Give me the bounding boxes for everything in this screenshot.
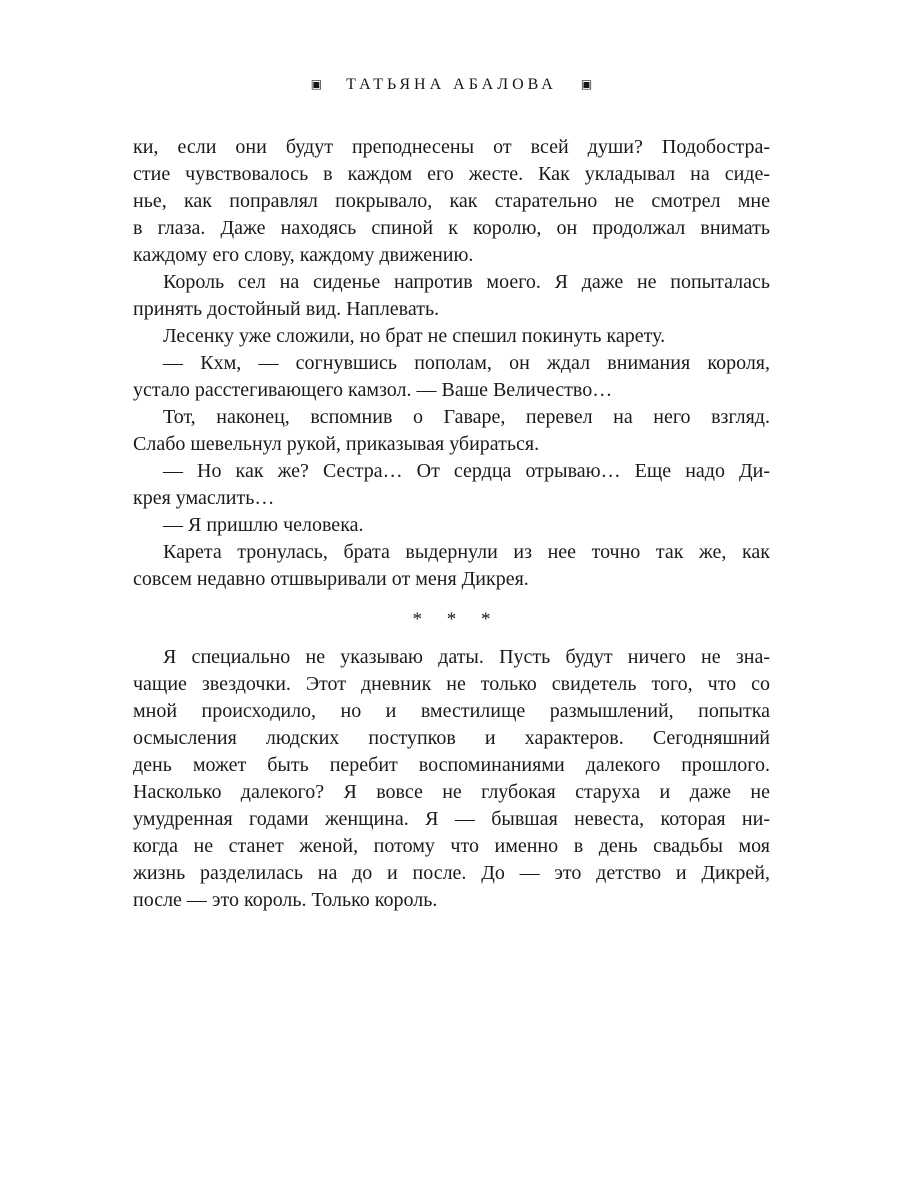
text-line: — Но как же? Сестра… От сердца отрываю… Еще надо Ди- — [163, 460, 770, 482]
text-line: Лесенку уже сложили, но брат не спешил покинуть карету. — [163, 325, 666, 347]
running-head-author: ТАТЬЯНА АБАЛОВА — [346, 76, 557, 93]
text-line: крея умаслить… — [133, 487, 275, 509]
text-body — [133, 134, 770, 914]
text-line: — Я пришлю человека. — [163, 514, 364, 536]
text-line: принять достойный вид. Наплевать. — [133, 298, 440, 320]
paragraph — [133, 539, 770, 593]
header-ornament-left-icon: ▣ — [310, 77, 323, 91]
text-line: чащие звездочки. Этот дневник не только свидетель того, что со — [133, 673, 770, 695]
text-line: каждому его слову, каждому движению. — [133, 244, 474, 266]
paragraph — [133, 323, 770, 350]
text-line: Тот, наконец, вспомнив о Гаваре, перевел на него взгляд. — [163, 406, 770, 428]
paragraph — [133, 134, 770, 269]
paragraph — [133, 512, 770, 539]
text-line: нье, как поправлял покрывало, как старательно не смотрел мне — [133, 190, 770, 212]
text-line: Карета тронулась, брата выдернули из нее точно так же, как — [163, 541, 770, 563]
paragraph — [133, 458, 770, 512]
text-line: день может быть перебит воспоминаниями далекого прошлого. — [133, 754, 770, 776]
running-head — [133, 76, 770, 94]
text-line: Насколько далекого? Я вовсе не глубокая старуха и даже не — [133, 781, 770, 803]
text-line: стие чувствовалось в каждом его жесте. Как укладывал на сиде- — [133, 163, 770, 185]
paragraph — [133, 269, 770, 323]
text-line: Король сел на сиденье напротив моего. Я даже не попыталась — [163, 271, 770, 293]
paragraph — [133, 644, 770, 914]
section-separator: * * * — [412, 609, 501, 630]
paragraph — [133, 350, 770, 404]
text-line: устало расстегивающего камзол. — Ваше Величество… — [133, 379, 613, 401]
text-line: в глаза. Даже находясь спиной к королю, он продолжал внимать — [133, 217, 770, 239]
text-line: жизнь разделилась на до и после. До — это детство и Дикрей, — [133, 862, 770, 884]
text-line: осмысления людских поступков и характеров. Сегодняшний — [133, 727, 770, 749]
text-line: мной происходило, но и вместилище размышлений, попытка — [133, 700, 770, 722]
paragraph — [133, 404, 770, 458]
text-line: совсем недавно отшвыривали от меня Дикрея. — [133, 568, 529, 590]
text-line: после — это король. Только король. — [133, 889, 438, 911]
text-line: Я специально не указываю даты. Пусть будут ничего не зна- — [163, 646, 770, 668]
text-line: когда не станет женой, потому что именно в день свадьбы моя — [133, 835, 770, 857]
header-ornament-right-icon: ▣ — [580, 77, 593, 91]
text-line: — Кхм, — согнувшись пополам, он ждал внимания короля, — [163, 352, 770, 374]
text-line: умудренная годами женщина. Я — бывшая невеста, которая ни- — [133, 808, 770, 830]
text-line: ки, если они будут преподнесены от всей души? Подобостра- — [133, 136, 770, 158]
text-line: Слабо шевельнул рукой, приказывая убираться. — [133, 433, 540, 455]
